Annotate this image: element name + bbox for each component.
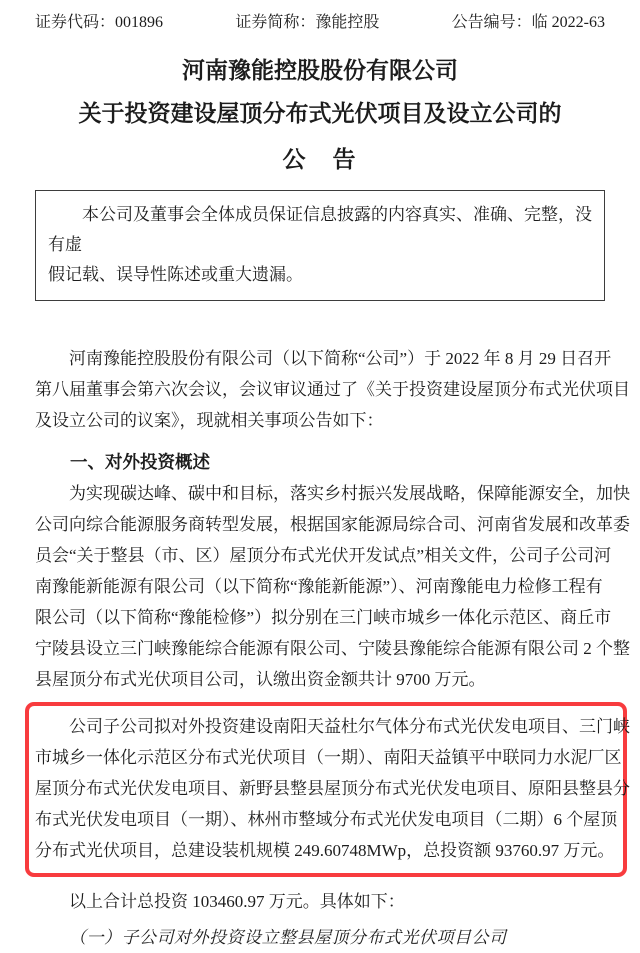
highlighted-key-info-box — [25, 702, 630, 877]
company-name-title: 河南豫能控股股份有限公司 — [182, 57, 458, 83]
highlight-line: 布式光伏发电项目（一期）、林州市整域分布式光伏发电项目（二期）6 个屋顶 — [35, 810, 618, 829]
overview-line: 员会“关于整县（市、区）屋顶分布式光伏开发试点”相关文件，公司子公司河 — [35, 546, 612, 565]
stock-code-label: 证券代码：001896 — [35, 14, 164, 31]
subsection-heading: （一）子公司对外投资设立整县屋顶分布式光伏项目公司 — [69, 928, 507, 947]
disclaimer-box — [35, 190, 605, 301]
overview-line: 公司向综合能源服务商转型发展，根据国家能源局综合司、河南省发展和改革委 — [35, 515, 630, 534]
disclaimer-line: 本公司及董事会全体成员保证信息披露的内容真实、准确、完整，没有虚 — [48, 205, 592, 254]
section-heading-investment-overview: 一、对外投资概述 — [70, 452, 210, 472]
highlight-line: 市城乡一体化示范区分布式光伏项目（一期）、南阳天益镇平中联同力水泥厂区 — [35, 748, 622, 767]
highlight-line: 公司子公司拟对外投资建设南阳天益杜尔气体分布式光伏发电项目、三门峡 — [69, 717, 630, 736]
announcement-number-label: 公告编号：临 2022-63 — [451, 14, 605, 31]
overview-line: 宁陵县设立三门峡豫能综合能源有限公司、宁陵县豫能综合能源有限公司 2 个整 — [35, 639, 630, 658]
overview-line: 为实现碳达峰、碳中和目标，落实乡村振兴发展战略，保障能源安全，加快 — [69, 484, 630, 503]
disclaimer-line: 假记载、误导性陈述或重大遗漏。 — [48, 265, 303, 284]
overview-paragraph — [35, 478, 630, 695]
overview-line: 县屋顶分布式光伏项目公司，认缴出资金额共计 9700 万元。 — [35, 670, 486, 689]
announcement-word-title: 公 告 — [282, 146, 358, 172]
document-header-row — [35, 12, 605, 34]
overview-line: 南豫能新能源有限公司（以下简称“豫能新能源”）、河南豫能电力检修工程有 — [35, 577, 603, 596]
highlight-line: 屋顶分布式光伏发电项目、新野县整县屋顶分布式光伏发电项目、原阳县整县分 — [35, 779, 630, 798]
highlight-line: 分布式光伏项目，总建设装机规模 249.60748MWp，总投资额 93760.97 万元。 — [35, 841, 615, 860]
announcement-subject-title: 关于投资建设屋顶分布式光伏项目及设立公司的 — [78, 100, 562, 126]
intro-line: 河南豫能控股股份有限公司（以下简称“公司”）于 2022 年 8 月 29 日召开 — [69, 349, 612, 368]
stock-name-label: 证券简称：豫能控股 — [235, 14, 380, 31]
intro-paragraph — [35, 343, 630, 436]
total-investment-line: 以上合计总投资 103460.97 万元。具体如下： — [69, 892, 405, 911]
overview-line: 限公司（以下简称“豫能检修”）拟分别在三门峡市城乡一体化示范区、商丘市 — [35, 608, 612, 627]
intro-line: 第八届董事会第六次会议，会议审议通过了《关于投资建设屋顶分布式光伏项目 — [35, 380, 630, 399]
intro-line: 及设立公司的议案》，现就相关事项公告如下： — [35, 411, 384, 430]
